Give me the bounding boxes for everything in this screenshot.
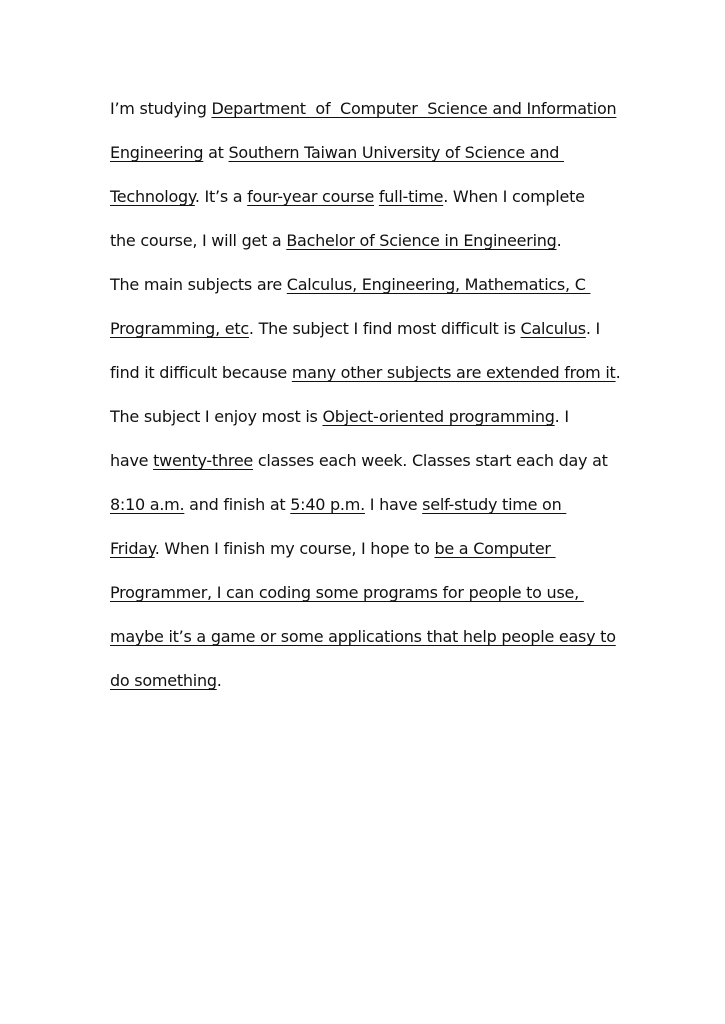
text-segment: at [203, 143, 229, 162]
underlined-answer: Technology [110, 187, 195, 206]
text-segment: . The subject I find most difficult is [248, 319, 521, 338]
text-line-1 [110, 95, 630, 139]
text-line-8 [110, 403, 630, 447]
text-segment: The main subjects are [110, 275, 287, 294]
underlined-answer: be a Computer [434, 539, 556, 558]
text-line-9 [110, 447, 630, 491]
text-segment: . I [585, 319, 600, 338]
text-segment: . It’s a [194, 187, 248, 206]
text-segment: . [216, 671, 222, 690]
underlined-answer: Department of Computer Science and Information [211, 99, 617, 118]
text-line-13 [110, 623, 630, 667]
underlined-answer: self-study time on [422, 495, 567, 514]
text-line-3 [110, 183, 630, 227]
underlined-answer: many other subjects are extended from it [291, 363, 616, 382]
text-line-14 [110, 667, 630, 711]
underlined-answer: Calculus, Engineering, Mathematics, C [286, 275, 591, 294]
text-line-7 [110, 359, 630, 403]
underlined-answer: Southern Taiwan University of Science and [228, 143, 564, 162]
text-segment: I’m studying [110, 99, 212, 118]
text-segment: I have [364, 495, 423, 514]
text-segment: . When I complete [443, 187, 585, 206]
text-segment: The subject I enjoy most is [110, 407, 323, 426]
underlined-answer: twenty-three [153, 451, 253, 470]
underlined-answer: four-year course [247, 187, 375, 206]
underlined-answer: Friday [110, 539, 155, 558]
underlined-answer: maybe it’s a game or some applications that help people easy to [110, 627, 616, 646]
text-line-12 [110, 579, 630, 623]
text-line-4 [110, 227, 630, 271]
text-segment: . [615, 363, 621, 382]
text-segment: have [110, 451, 154, 470]
text-line-10 [110, 491, 630, 535]
underlined-answer: Bachelor of Science in Engineering [286, 231, 557, 250]
underlined-answer: Calculus [520, 319, 586, 338]
text-line-2 [110, 139, 630, 183]
underlined-answer: Programmer, I can coding some programs for people to use, [110, 583, 584, 602]
text-segment: the course, I will get a [110, 231, 287, 250]
underlined-answer: do something [110, 671, 217, 690]
underlined-answer: 8:10 a.m. [110, 495, 185, 514]
underlined-answer: Object-oriented programming [322, 407, 555, 426]
text-line-5 [110, 271, 630, 315]
underlined-answer: full-time [378, 187, 444, 206]
text-segment: find it difficult because [110, 363, 292, 382]
text-segment: . I [554, 407, 569, 426]
text-segment: and finish at [184, 495, 291, 514]
text-segment: . When I finish my course, I hope to [154, 539, 435, 558]
underlined-answer: Programming, etc [110, 319, 249, 338]
text-segment: . [556, 231, 562, 250]
text-line-6 [110, 315, 630, 359]
text-segment: classes each week. Classes start each day at [253, 451, 608, 470]
underlined-answer: 5:40 p.m. [290, 495, 365, 514]
underlined-answer: Engineering [110, 143, 204, 162]
text-line-11 [110, 535, 630, 579]
essay-paragraph [110, 95, 630, 711]
